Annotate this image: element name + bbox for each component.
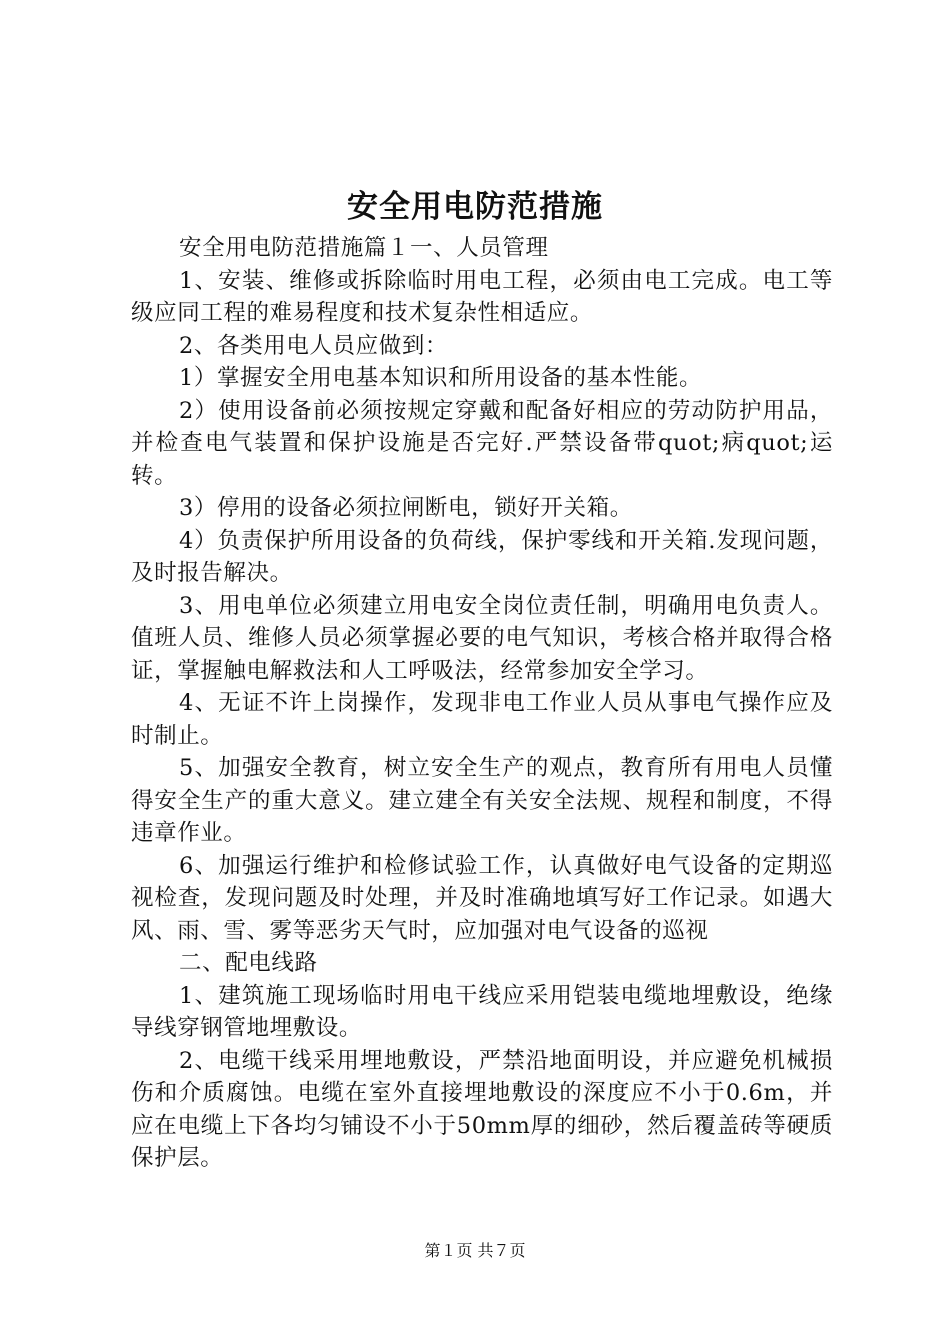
paragraph: 2、电缆干线采用埋地敷设，严禁沿地面明设，并应避免机械损伤和介质腐蚀。电缆在室外直接埋地敷设的深度应不小于0.6m，并应在电缆上下各均匀铺设不小于50mm厚的细砂，然后覆盖砖等硬质保护层。	[131, 1047, 833, 1171]
paragraph: 2、各类用电人员应做到：	[179, 332, 449, 359]
paragraph: 3、用电单位必须建立用电安全岗位责任制，明确用电负责人。值班人员、维修人员必须掌握必要的电气知识，考核合格并取得合格证，掌握触电解救法和人工呼吸法，经常参加安全学习。	[131, 592, 833, 684]
paragraph: 2）使用设备前必须按规定穿戴和配备好相应的劳动防护用品，并检查电气装置和保护设施是否完好.严禁设备带quot;病quot;运转。	[131, 397, 833, 489]
paragraph: 1、安装、维修或拆除临时用电工程，必须由电工完成。电工等级应同工程的难易程度和技术复杂性相适应。	[131, 267, 833, 326]
document-body	[131, 232, 833, 1175]
paragraph: 4）负责保护所用设备的负荷线，保护零线和开关箱.发现问题，及时报告解决。	[131, 527, 833, 586]
section-heading: 二、配电线路	[179, 950, 318, 976]
paragraph: 3）停用的设备必须拉闸断电，锁好开关箱。	[179, 495, 633, 521]
page-number-footer: 第１页 共７页	[424, 1241, 526, 1260]
paragraph: 1、建筑施工现场临时用电干线应采用铠装电缆地埋敷设，绝缘导线穿钢管地埋敷设。	[131, 982, 833, 1041]
document-title: 安全用电防范措施	[347, 189, 603, 225]
paragraph: 5、加强安全教育，树立安全生产的观点，教育所有用电人员懂得安全生产的重大意义。建立建全有关安全法规、规程和制度，不得违章作业。	[131, 755, 833, 846]
paragraph: 1）掌握安全用电基本知识和所用设备的基本性能。	[179, 365, 703, 391]
paragraph: 安全用电防范措施篇１一、人员管理	[179, 235, 549, 261]
paragraph: 6、加强运行维护和检修试验工作，认真做好电气设备的定期巡视检查，发现问题及时处理，并及时准确地填写好工作记录。如遇大风、雨、雪、雾等恶劣天气时，应加强对电气设备的巡视	[131, 852, 833, 944]
paragraph: 4、无证不许上岗操作，发现非电工作业人员从事电气操作应及时制止。	[131, 690, 833, 749]
